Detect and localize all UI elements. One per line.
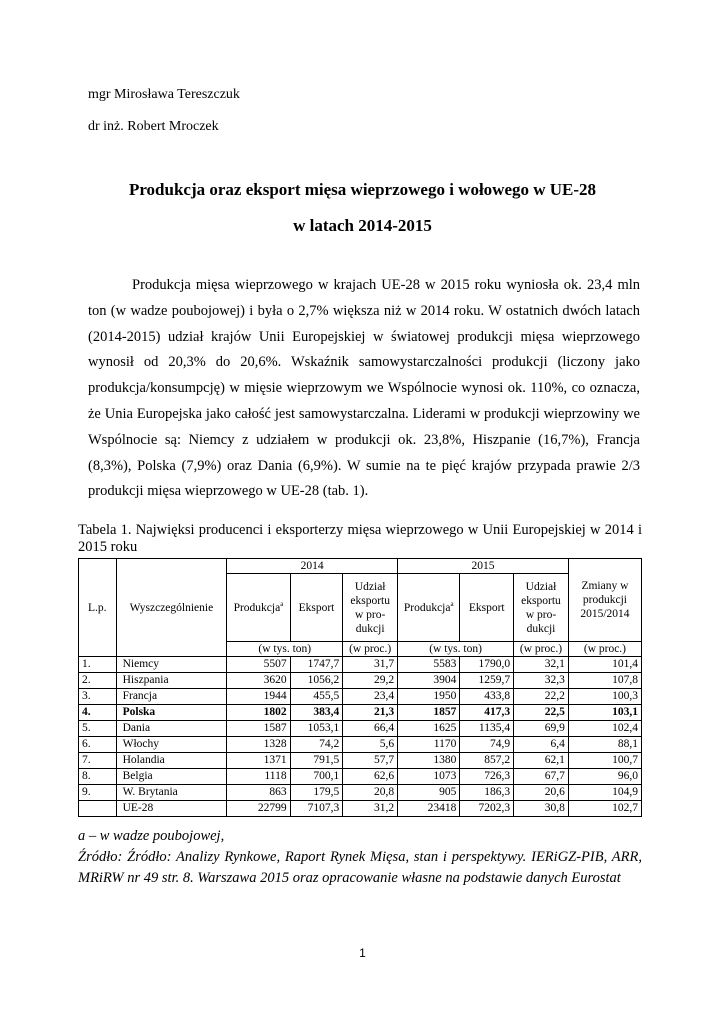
table-cell-ch: 88,1 (568, 737, 641, 753)
source-note: Źródło: Źródło: Analizy Rynkowe, Raport Rynek Mięsa, stan i perspektywy. IERiGZ-PIB, ARR, MRiRW nr 49 str. 8. Warszawa 2015 oraz opracowanie własne na podstawie danych Eurostat (78, 849, 642, 886)
table-cell-name: W. Brytania (116, 785, 227, 801)
table-cell-e14: 791,5 (290, 753, 343, 769)
author-1: mgr Mirosława Tereszczuk (88, 87, 240, 102)
page-number: 1 (359, 946, 366, 960)
body-paragraph (88, 273, 640, 505)
table-cell-name: Niemcy (116, 657, 227, 673)
table-cell-lp: 2. (79, 673, 117, 689)
table-cell-s14: 23,4 (343, 689, 398, 705)
table-cell-s15: 6,4 (514, 737, 569, 753)
table-cell-p15: 3904 (398, 673, 460, 689)
header-year-2015: 2015 (398, 559, 569, 574)
table-row (79, 673, 642, 689)
table-cell-p14: 1118 (227, 769, 290, 785)
table-cell-e15: 417,3 (460, 705, 514, 721)
header-production-2015: Produkcja$^a$ (398, 574, 460, 642)
table-cell-e15: 726,3 (460, 769, 514, 785)
table-body (79, 657, 642, 817)
document-title-line-2: w latach 2014-2015 (293, 216, 432, 235)
table-cell-lp: 4. (79, 705, 117, 721)
table-cell-ch: 100,3 (568, 689, 641, 705)
table-cell-ch: 104,9 (568, 785, 641, 801)
table-row (79, 689, 642, 705)
table-cell-name: Hiszpania (116, 673, 227, 689)
table-row (79, 769, 642, 785)
table-cell-ch: 96,0 (568, 769, 641, 785)
table-cell-lp: 3. (79, 689, 117, 705)
table-cell-e14: 383,4 (290, 705, 343, 721)
table-cell-lp: 9. (79, 785, 117, 801)
table-cell-e14: 455,5 (290, 689, 343, 705)
table-cell-s15: 32,3 (514, 673, 569, 689)
table-cell-lp: 7. (79, 753, 117, 769)
table-cell-p14: 1587 (227, 721, 290, 737)
document-title-line-1: Produkcja oraz eksport mięsa wieprzowego i wołowego w UE-28 (128, 180, 597, 199)
table-cell-s14: 29,2 (343, 673, 398, 689)
table-cell-p15: 905 (398, 785, 460, 801)
header-share-2014: Udział eksportu w pro-dukcji (343, 574, 398, 642)
table-row (79, 705, 642, 721)
table-cell-ch: 102,4 (568, 721, 641, 737)
table-cell-ch: 101,4 (568, 657, 641, 673)
table-cell-s14: 20,8 (343, 785, 398, 801)
table-cell-s14: 62,6 (343, 769, 398, 785)
table-row (79, 801, 642, 817)
table-cell-p14: 5507 (227, 657, 290, 673)
table-cell-s14: 31,2 (343, 801, 398, 817)
table-cell-name: Dania (116, 721, 227, 737)
table-cell-s14: 66,4 (343, 721, 398, 737)
unit-pct-2014: (w proc.) (343, 642, 398, 657)
header-export-2014: Eksport (290, 574, 343, 642)
header-change: Zmiany w produkcji 2015/2014 (568, 559, 641, 642)
table-cell-p14: 3620 (227, 673, 290, 689)
header-lp: L.p. (79, 559, 117, 657)
table-cell-s15: 67,7 (514, 769, 569, 785)
table-cell-p15: 1170 (398, 737, 460, 753)
table-cell-s14: 21,3 (343, 705, 398, 721)
table-cell-e14: 1056,2 (290, 673, 343, 689)
table-cell-p15: 1950 (398, 689, 460, 705)
table-cell-p15: 1857 (398, 705, 460, 721)
table-cell-ch: 102,7 (568, 801, 641, 817)
table-cell-e14: 74,2 (290, 737, 343, 753)
table-cell-p15: 1073 (398, 769, 460, 785)
unit-tons-2015: (w tys. ton) (398, 642, 514, 657)
table-cell-ch: 100,7 (568, 753, 641, 769)
table-cell-name: UE-28 (116, 801, 227, 817)
author-2: dr inż. Robert Mroczek (88, 119, 219, 134)
body-paragraph-text: Produkcja mięsa wieprzowego w krajach UE-28 w 2015 roku wyniosła ok. 23,4 mln ton (w wadze poubojowej) i była o 2,7% większa niż w 2014 roku. W ostatnich dwóch latach (2014-2015) udział krajów Unii Europejskiej w światowej produkcji mięsa wieprzowego wynosił od 20,3% do 20,6%. Wskaźnik samowystarczalności produkcji (liczony jako produkcja/konsumpcję) w mięsie wieprzowym we Wspólnocie wynosi ok. 110%, co oznacza, że Unia Europejska jako całość jest samowystarczalna. Liderami w produkcji wieprzowiny we Wspólnocie są: Niemcy z udziałem w produkcji ok. 23,8%, Hiszpanie (16,7%), Francja (8,3%), Polska (7,9%) oraz Dania (6,9%). W sumie na te pięć krajów przypada prawie 2/3 produkcji mięsa wieprzowego w UE-28 (tab. 1). (88, 277, 640, 500)
table-cell-p14: 22799 (227, 801, 290, 817)
table-cell-s15: 32,1 (514, 657, 569, 673)
table-cell-lp (79, 801, 117, 817)
table-cell-ch: 107,8 (568, 673, 641, 689)
table-row (79, 737, 642, 753)
table-cell-p15: 1380 (398, 753, 460, 769)
table-cell-name: Belgia (116, 769, 227, 785)
table-cell-e14: 179,5 (290, 785, 343, 801)
table-row (79, 753, 642, 769)
table-cell-name: Polska (116, 705, 227, 721)
table-cell-e15: 1135,4 (460, 721, 514, 737)
table-cell-name: Holandia (116, 753, 227, 769)
table-cell-p14: 1371 (227, 753, 290, 769)
header-year-2014: 2014 (227, 559, 398, 574)
table-cell-s15: 30,8 (514, 801, 569, 817)
table-cell-s15: 69,9 (514, 721, 569, 737)
data-table (78, 558, 642, 817)
table-cell-e14: 1747,7 (290, 657, 343, 673)
table-cell-s15: 22,2 (514, 689, 569, 705)
table-row (79, 785, 642, 801)
table-cell-e15: 1259,7 (460, 673, 514, 689)
table-cell-e15: 857,2 (460, 753, 514, 769)
table-row (79, 721, 642, 737)
table-cell-s15: 62,1 (514, 753, 569, 769)
table-cell-name: Włochy (116, 737, 227, 753)
table-cell-e14: 7107,3 (290, 801, 343, 817)
table-cell-e15: 1790,0 (460, 657, 514, 673)
table-cell-name: Francja (116, 689, 227, 705)
table-cell-p15: 5583 (398, 657, 460, 673)
table-cell-lp: 6. (79, 737, 117, 753)
header-export-2015: Eksport (460, 574, 514, 642)
table-cell-p14: 1328 (227, 737, 290, 753)
unit-pct-change: (w proc.) (568, 642, 641, 657)
unit-pct-2015: (w proc.) (514, 642, 569, 657)
table-cell-e14: 700,1 (290, 769, 343, 785)
table-cell-p14: 863 (227, 785, 290, 801)
table-cell-s14: 5,6 (343, 737, 398, 753)
table-cell-s15: 22,5 (514, 705, 569, 721)
table-cell-e15: 433,8 (460, 689, 514, 705)
table-row (79, 657, 642, 673)
header-share-2015: Udział eksportu w pro-dukcji (514, 574, 569, 642)
table-cell-p15: 23418 (398, 801, 460, 817)
table-caption: Tabela 1. Najwięksi producenci i eksporterzy mięsa wieprzowego w Unii Europejskiej w 2014 i 2015 roku (78, 522, 642, 555)
table-cell-p15: 1625 (398, 721, 460, 737)
table-cell-e15: 7202,3 (460, 801, 514, 817)
table-cell-p14: 1802 (227, 705, 290, 721)
header-production-2014: Produkcja$^a$ (227, 574, 290, 642)
header-item: Wyszczególnienie (116, 559, 227, 657)
table-cell-p14: 1944 (227, 689, 290, 705)
table-cell-e15: 74,9 (460, 737, 514, 753)
table-cell-e15: 186,3 (460, 785, 514, 801)
footnote: a – w wadze poubojowej, (78, 828, 225, 844)
table-cell-lp: 5. (79, 721, 117, 737)
table-cell-s14: 57,7 (343, 753, 398, 769)
table-cell-ch: 103,1 (568, 705, 641, 721)
table-cell-s15: 20,6 (514, 785, 569, 801)
table-cell-s14: 31,7 (343, 657, 398, 673)
table-cell-e14: 1053,1 (290, 721, 343, 737)
table-cell-lp: 1. (79, 657, 117, 673)
unit-tons-2014: (w tys. ton) (227, 642, 343, 657)
table-cell-lp: 8. (79, 769, 117, 785)
